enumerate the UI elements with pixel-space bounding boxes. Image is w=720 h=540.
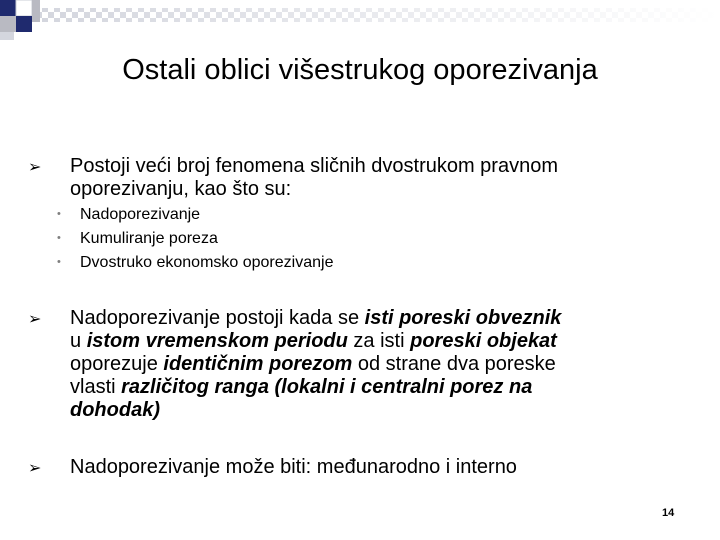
dot-bullet-icon: • xyxy=(57,256,61,268)
dot-bullet-icon: • xyxy=(57,208,61,220)
emphasis-span: identičnim porezom xyxy=(163,353,353,375)
bullet-line xyxy=(70,353,670,376)
bullet-line: oporezivanju, kao što su: xyxy=(70,178,292,200)
emphasis-span: poreski objekat xyxy=(410,330,557,352)
sub-item xyxy=(57,203,201,227)
bullet-item xyxy=(20,307,680,427)
text-span: za isti xyxy=(347,330,411,352)
bullet-line xyxy=(70,330,670,353)
header-decoration xyxy=(0,0,720,50)
page-number: 14 xyxy=(662,507,675,519)
sub-item-label: Dvostruko ekonomsko oporezivanje xyxy=(80,254,334,271)
bullet-line: Postoji veći broj fenomena sličnih dvostrukom pravnom xyxy=(70,155,558,177)
text-span: vlasti xyxy=(70,376,122,398)
emphasis-span: dohodak) xyxy=(70,399,160,421)
bullet-line xyxy=(70,399,670,422)
sub-item xyxy=(57,227,218,251)
text-span: od strane dva poreske xyxy=(352,353,556,375)
bullet-line xyxy=(70,307,670,330)
text-span: u xyxy=(70,330,87,352)
sub-item xyxy=(57,251,334,275)
arrow-bullet-icon: ➢ xyxy=(28,460,42,477)
arrow-bullet-icon: ➢ xyxy=(28,159,42,176)
bullet-line: Nadoporezivanje može biti: međunarodno i interno xyxy=(70,456,517,478)
emphasis-span: istom vremenskom periodu xyxy=(86,330,348,352)
emphasis-span: različitog ranga (lokalni i centralni porez na xyxy=(121,376,533,398)
emphasis-span: isti poreski obveznik xyxy=(364,307,562,329)
slide-title: Ostali oblici višestrukog oporezivanja xyxy=(122,54,598,86)
sub-item-label: Kumuliranje poreza xyxy=(80,230,218,247)
dot-bullet-icon: • xyxy=(57,232,61,244)
text-span: oporezuje xyxy=(70,353,164,375)
bullet-line xyxy=(70,376,670,399)
arrow-bullet-icon: ➢ xyxy=(28,311,42,328)
text-span: Nadoporezivanje postoji kada se xyxy=(70,307,365,329)
sub-item-label: Nadoporezivanje xyxy=(80,206,201,223)
bullet-item xyxy=(20,456,680,482)
